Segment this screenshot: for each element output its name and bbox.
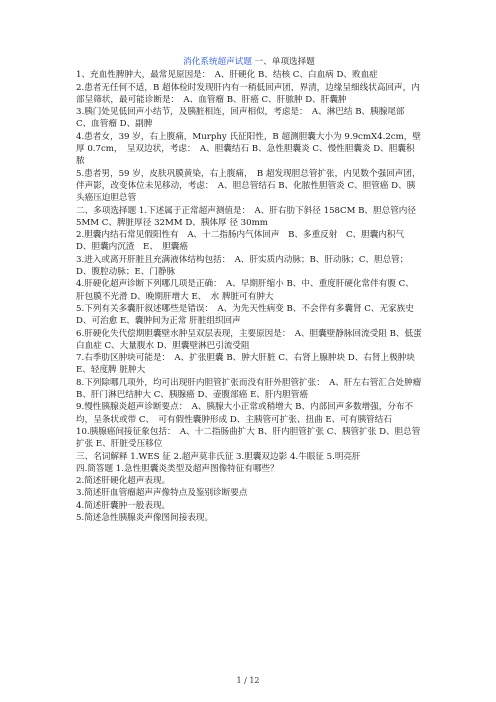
question-paragraph: 4.简述肝囊肿一般表现。 [76, 500, 171, 511]
title-main: 消化系统超声试题 [183, 57, 252, 67]
question-paragraph: 9.慢性胰腺炎超声诊断要点： A、胰腺大小正常或稍增大 B、内部回声多数增强，分布不均，呈条状或带 C、 可有假性囊肿形成 D、主胰管可扩张、扭曲 E、可有胰管结石 [76, 402, 414, 425]
page-number: 1 / 12 [236, 676, 260, 685]
question-paragraph: 5.患者男，59 岁，皮肤巩膜黄染，右上腹痛， B 超发现胆总管扩张，内见数个强回声团， 伴声影，改变体位未见移动，考虑： A、胆总管结石 B、化脓性胆管炎 C、胆管癌 D、胰头癌压迫胆总管 [76, 168, 425, 204]
section-terms: 三、名词解释 1.WES 征 2.超声莫非氏征 3.胆囊双边影 4.牛眼征 5.明亮肝 [76, 451, 361, 462]
title-section: 一、单项选择题 [251, 57, 315, 67]
question-paragraph: 二、多项选择题 1.下述属于正常超声测值是： A、肝右肋下斜径 158CM B、胆总管内径 5MM C、脾脏厚径 32MM D、胰体厚 径 30mm [76, 205, 416, 228]
document-body [76, 56, 425, 524]
question-paragraph: 3.进入或离开肝脏且充满液体结构包括： A、肝实质内动脉；B、肝动脉；C、胆总管；D、腹腔动脉；E、门静脉 [76, 254, 409, 278]
question-paragraph: 5.简述急性胰腺炎声像图间接表现。 [76, 512, 214, 523]
question-paragraph: 6.肝硬化失代偿期胆囊壁水肿呈双层表现，主要原因是： A、胆囊壁静脉回流受阻 B、低蛋白血症 C、大量腹水 D、胆囊壁淋巴引流受阻 [76, 328, 422, 351]
question-paragraph: 10.胰腺癌间接征象包括： A、十二指肠曲扩大 B、肝内胆管扩张 C、胰管扩张 D、胆总管扩张 E、肝脏受压移位 [76, 426, 421, 450]
question-paragraph: 2.简述肝硬化超声表现。 [76, 476, 171, 487]
question-paragraph: 4.肝硬化超声诊断下列哪几项是正确： A、早期肝缩小 B、中、重度肝硬化常伴有腹 C、肝包膜不光滑 D、晚期肝增大 E、 水 脾脏可有肿大 [76, 279, 414, 302]
question-paragraph: 2.患者无任何不适，B 超体检时发现肝内有一稍低回声团，界清，边缘呈细线状高回声，内 部呈筛状，最可能诊断是： A、血管瘤 B、肝癌 C、肝脓肿 D、肝囊肿 [76, 82, 420, 105]
question-paragraph: 1、充血性脾肿大，最常见原因是： A、肝硬化 B、结核 C、白血病 D、败血症 [76, 70, 378, 81]
question-paragraph: 5.下列有关多囊肝叙述哪些是错误： A、为先天性病变 B、不会伴有多囊肾 C、无家族史 D、可治愈 E、囊肿间为正常 肝脏组织回声 [76, 303, 414, 327]
question-paragraph: 7.右季肋区肿块可能是： A、扩张胆囊 B、肿大肝脏 C、右肾上腺肿块 D、右肾上极肿块 E、轻度脾 脏肿大 [76, 353, 415, 376]
question-paragraph: 4.患者女，39 岁，右上腹痛，Murphy 氏征阳性，B 超测胆囊大小为 9.9cmX4.2cm，壁厚 0.7cm， 呈双边状，考虑： A、胆囊结石 B、急性胆囊炎 C、慢性胆囊炎 D、胆囊积脓 [76, 131, 421, 167]
page-title [76, 56, 422, 68]
question-paragraph: 2.胆囊内结石常见假阳性有 A、十二指肠内气体回声 B、多重反射 C、胆囊内积气 D、胆囊内沉渣 E、 胆囊癌 [76, 230, 413, 253]
question-paragraph: 3.胰门处见低回声小结节，及胰脏相连，回声相似，考虑是： A、淋巴结 B、胰腺尾部 C、血管瘤 D、副脾 [76, 107, 405, 130]
question-paragraph: 3.简述肝血管瘤超声声像特点及鉴别诊断要点 [76, 488, 248, 499]
section-short-answer: 四.简答题 1.急性胆囊炎类型及超声图像特征有哪些？ [76, 463, 279, 474]
question-paragraph: 8.下列除哪几项外，均可出现肝内胆管扩张而没有肝外胆管扩张： A、肝左右管汇合处肿瘤 B、肝门淋巴结肿大 C、胰腺癌 D、壶腹部癌 E、肝内胆管癌 [76, 377, 422, 401]
